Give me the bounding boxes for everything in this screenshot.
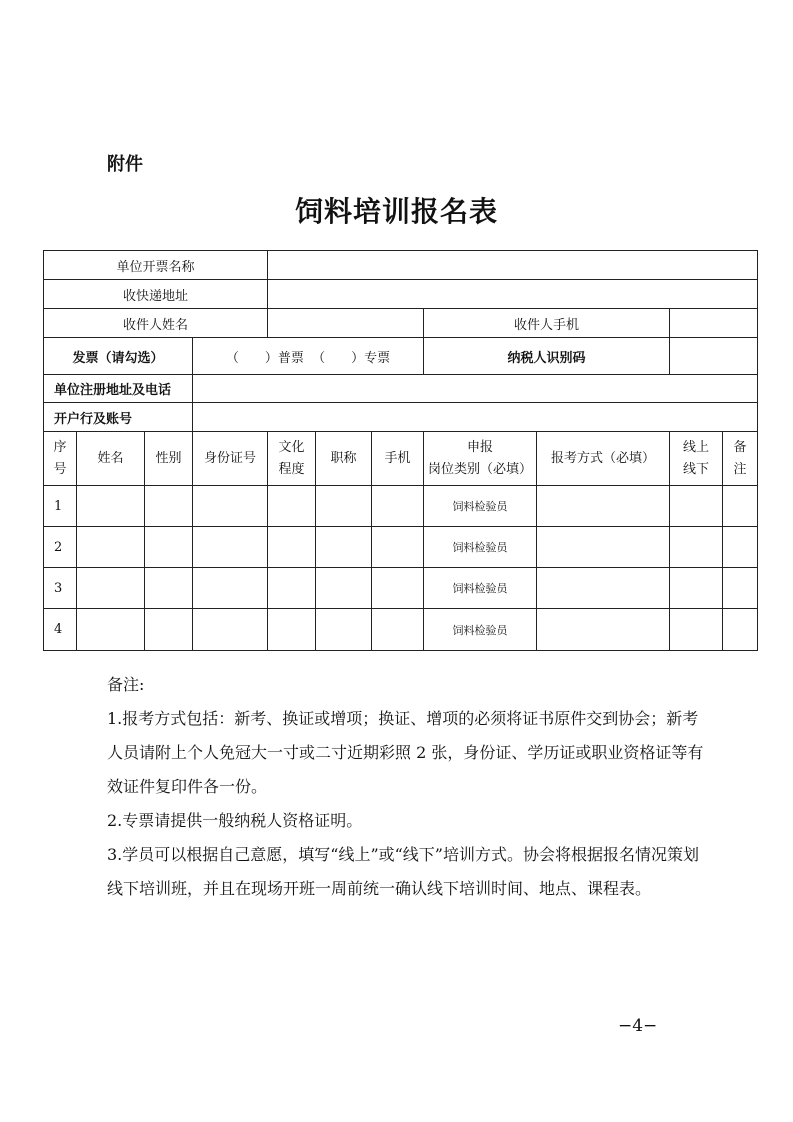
notes-section — [107, 668, 707, 906]
cell-title[interactable] — [316, 609, 372, 651]
cell-phone[interactable] — [372, 609, 424, 651]
registered-address-label: 单位注册地址及电话 — [44, 375, 193, 403]
col-remarks-text: 备 注 — [733, 439, 747, 477]
cell-title[interactable] — [316, 486, 372, 527]
row-seq: 3 — [44, 568, 77, 609]
col-id-number: 身份证号 — [193, 432, 268, 486]
cell-remarks[interactable] — [723, 568, 758, 609]
taxpayer-id-label: 纳税人识别码 — [424, 338, 670, 375]
invoice-label: 发票（请勾选） — [44, 338, 193, 375]
bank-account-field[interactable] — [193, 403, 758, 432]
cell-education[interactable] — [268, 486, 316, 527]
cell-phone[interactable] — [372, 568, 424, 609]
invoice-unit-name-field[interactable] — [268, 251, 758, 280]
mailing-address-field[interactable] — [268, 280, 758, 309]
col-post-category — [424, 432, 537, 486]
col-name: 姓名 — [77, 432, 145, 486]
col-title: 职称 — [316, 432, 372, 486]
row-seq: 1 — [44, 486, 77, 527]
cell-exam-method[interactable] — [537, 609, 670, 651]
invoice-option-normal[interactable]: （ ）普票 — [225, 350, 304, 366]
cell-remarks[interactable] — [723, 609, 758, 651]
cell-post-category: 饲料检验员 — [424, 527, 537, 568]
invoice-unit-name-label: 单位开票名称 — [44, 251, 268, 280]
form-title: 饲料培训报名表 — [294, 195, 498, 228]
page-number: −4− — [618, 1016, 658, 1036]
col-exam-method: 报考方式（必填） — [537, 432, 670, 486]
note-item-2: 2.专票请提供一般纳税人资格证明。 — [107, 811, 363, 830]
cell-id-number[interactable] — [193, 609, 268, 651]
row-invoice-unit-name — [44, 251, 758, 280]
registration-form-table — [43, 250, 758, 651]
cell-id-number[interactable] — [193, 527, 268, 568]
cell-name[interactable] — [77, 486, 145, 527]
col-post-category-text: 申报 岗位类别（必填） — [428, 439, 533, 477]
cell-title[interactable] — [316, 527, 372, 568]
cell-remarks[interactable] — [723, 527, 758, 568]
note-item-3: 3.学员可以根据自己意愿，填写“线上”或“线下”培训方式。协会将根据报名情况策划线下培训班，并且在现场开班一周前统一确认线下培训时间、地点、课程表。 — [107, 845, 699, 898]
cell-post-category: 饲料检验员 — [424, 568, 537, 609]
cell-title[interactable] — [316, 568, 372, 609]
cell-exam-method[interactable] — [537, 568, 670, 609]
col-online-offline-text: 线上 线下 — [683, 439, 710, 477]
col-remarks — [723, 432, 758, 486]
cell-gender[interactable] — [145, 609, 193, 651]
col-gender: 性别 — [145, 432, 193, 486]
cell-online-offline[interactable] — [670, 486, 723, 527]
table-row — [44, 486, 758, 527]
cell-phone[interactable] — [372, 486, 424, 527]
row-recipient — [44, 309, 758, 338]
taxpayer-id-field[interactable] — [670, 338, 758, 375]
cell-id-number[interactable] — [193, 568, 268, 609]
col-education — [268, 432, 316, 486]
row-seq: 4 — [44, 609, 77, 651]
cell-gender[interactable] — [145, 527, 193, 568]
row-registered-address — [44, 375, 758, 403]
cell-exam-method[interactable] — [537, 527, 670, 568]
col-online-offline — [670, 432, 723, 486]
bank-account-label: 开户行及账号 — [44, 403, 193, 432]
note-item-1: 1.报考方式包括：新考、换证或增项；换证、增项的必须将证书原件交到协会；新考人员请附上个人免冠大一寸或二寸近期彩照 2 张，身份证、学历证或职业资格证等有效证件复印件各一份。 — [107, 709, 704, 796]
cell-gender[interactable] — [145, 568, 193, 609]
row-seq: 2 — [44, 527, 77, 568]
row-invoice — [44, 338, 758, 375]
row-bank-account — [44, 403, 758, 432]
cell-education[interactable] — [268, 568, 316, 609]
cell-online-offline[interactable] — [670, 527, 723, 568]
recipient-phone-field[interactable] — [670, 309, 758, 338]
table-row — [44, 527, 758, 568]
cell-post-category: 饲料检验员 — [424, 486, 537, 527]
cell-id-number[interactable] — [193, 486, 268, 527]
cell-online-offline[interactable] — [670, 568, 723, 609]
cell-online-offline[interactable] — [670, 609, 723, 651]
table-row — [44, 609, 758, 651]
col-seq-text: 序 号 — [53, 439, 67, 477]
recipient-name-field[interactable] — [268, 309, 424, 338]
recipient-name-label: 收件人姓名 — [44, 309, 268, 338]
cell-remarks[interactable] — [723, 486, 758, 527]
col-seq — [44, 432, 77, 486]
col-phone: 手机 — [372, 432, 424, 486]
cell-name[interactable] — [77, 568, 145, 609]
recipient-phone-label: 收件人手机 — [424, 309, 670, 338]
column-header-row — [44, 432, 758, 486]
table-row — [44, 568, 758, 609]
invoice-option-special[interactable]: （ ）专票 — [312, 350, 391, 366]
attachment-label: 附件 — [107, 154, 143, 175]
notes-heading: 备注: — [107, 675, 145, 694]
cell-education[interactable] — [268, 527, 316, 568]
cell-post-category: 饲料检验员 — [424, 609, 537, 651]
cell-name[interactable] — [77, 527, 145, 568]
registered-address-field[interactable] — [193, 375, 758, 403]
cell-education[interactable] — [268, 609, 316, 651]
cell-exam-method[interactable] — [537, 486, 670, 527]
col-education-text: 文化 程度 — [278, 439, 305, 477]
cell-name[interactable] — [77, 609, 145, 651]
row-mailing-address — [44, 280, 758, 309]
cell-phone[interactable] — [372, 527, 424, 568]
mailing-address-label: 收快递地址 — [44, 280, 268, 309]
cell-gender[interactable] — [145, 486, 193, 527]
invoice-options[interactable] — [193, 338, 424, 375]
